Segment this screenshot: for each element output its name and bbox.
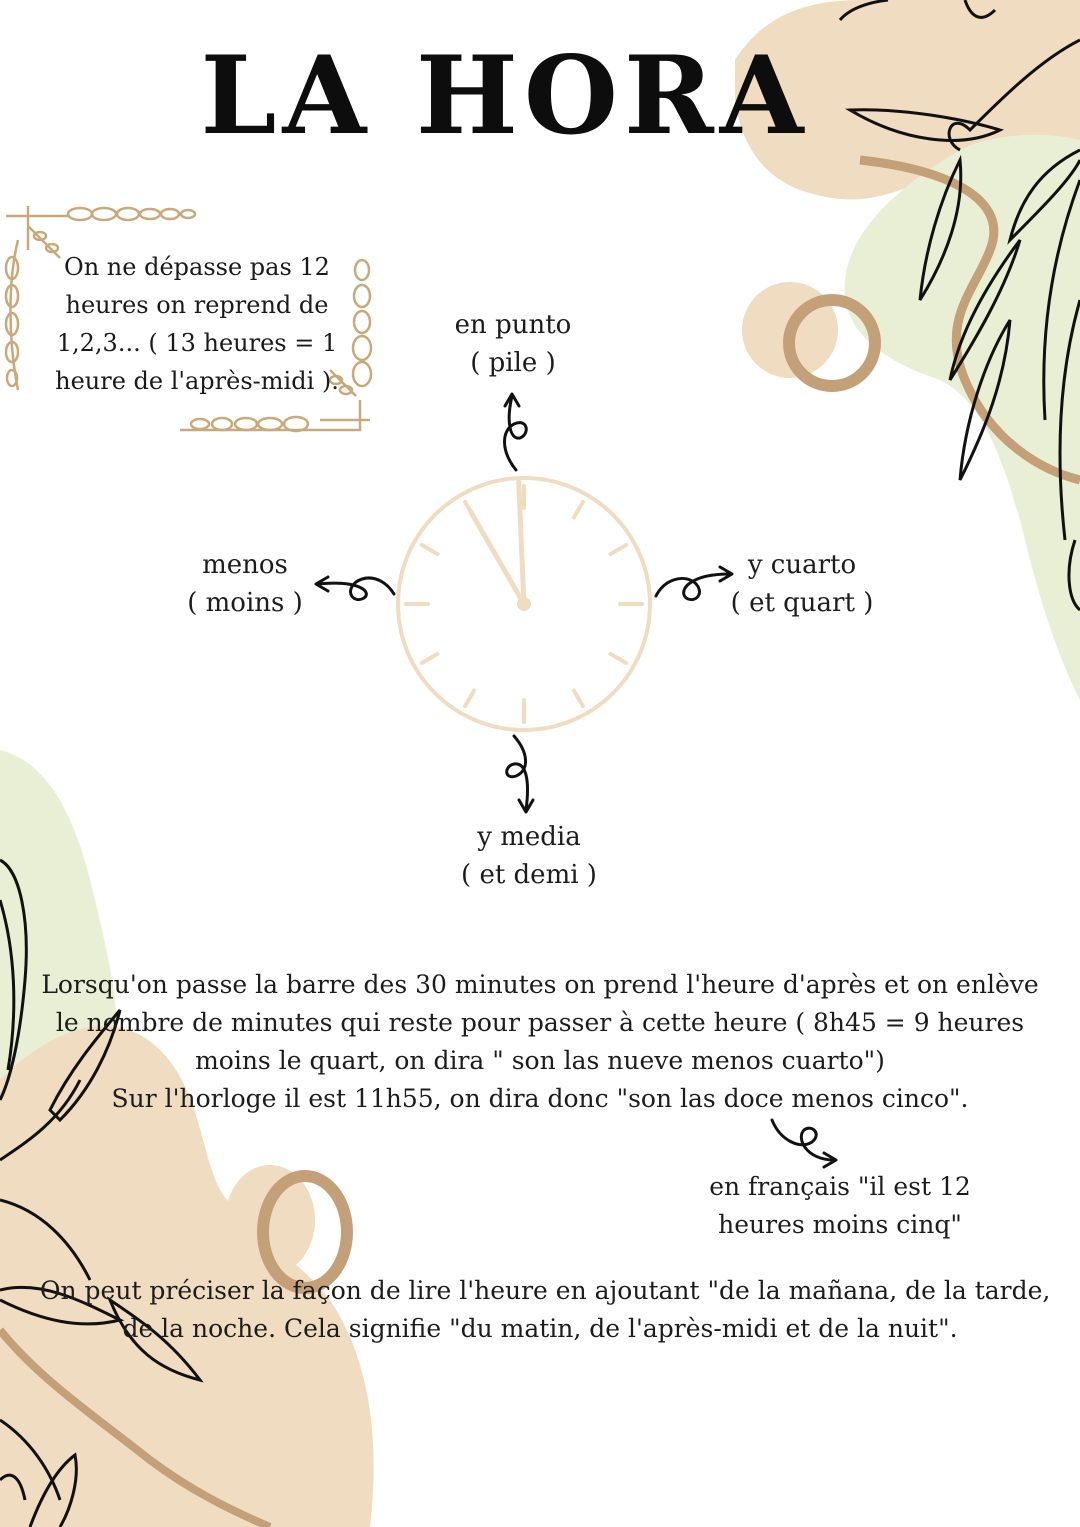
arrow-right-icon: [656, 567, 732, 600]
paragraph-line: de la noche. Cela signifie "du matin, de l'après-midi et de la nuit".: [122, 1314, 958, 1343]
note-line: On ne dépasse pas 12: [64, 253, 330, 281]
translation-note: [690, 1168, 990, 1244]
label-french: ( et quart ): [730, 588, 874, 618]
clock-center-pin: [517, 597, 531, 611]
label-spanish: menos: [202, 550, 288, 580]
laurel-leaves-top: [68, 208, 195, 220]
explanation-paragraph: [40, 966, 1040, 1118]
note-box: [38, 248, 356, 400]
note-line: heures on reprend de: [65, 291, 329, 319]
label-spanish: en punto: [454, 310, 572, 340]
paragraph-line: le nombre de minutes qui reste pour passer à cette heure ( 8h45 = 9 heures: [55, 1008, 1025, 1037]
arrow-up-icon: [505, 394, 527, 470]
translation-line: heures moins cinq": [718, 1210, 962, 1239]
paragraph-line: On peut préciser la façon de lire l'heure en ajoutant "de la mañana, de la tarde,: [40, 1276, 1051, 1305]
clock-icon: [392, 472, 656, 736]
label-spanish: y media: [477, 822, 581, 852]
label-french: ( pile ): [470, 348, 556, 378]
paragraph-line: moins le quart, on dira " son las nueve menos cuarto"): [195, 1046, 885, 1075]
arrow-down-icon: [507, 736, 533, 812]
paragraph-line: Lorsqu'on passe la barre des 30 minutes on prend l'heure d'après et on enlève: [41, 970, 1039, 999]
label-spanish: y cuarto: [747, 550, 857, 580]
time-of-day-paragraph: [40, 1272, 1051, 1348]
paragraph-line: Sur l'horloge il est 11h55, on dira donc "son las doce menos cinco".: [111, 1084, 969, 1113]
note-line: 1,2,3... ( 13 heures = 1: [56, 329, 338, 357]
label-en-punto: [433, 306, 593, 382]
label-french: ( et demi ): [461, 860, 597, 890]
label-menos: [165, 546, 325, 622]
label-french: ( moins ): [187, 588, 303, 618]
arrow-down-right-icon: [772, 1120, 836, 1167]
label-y-media: [449, 818, 609, 894]
translation-line: en français "il est 12: [709, 1172, 971, 1201]
label-y-cuarto: [722, 546, 882, 622]
note-line: heure de l'après-midi ).: [55, 367, 339, 395]
arrow-left-icon: [316, 577, 394, 600]
page-title: LA HORA: [200, 33, 810, 159]
